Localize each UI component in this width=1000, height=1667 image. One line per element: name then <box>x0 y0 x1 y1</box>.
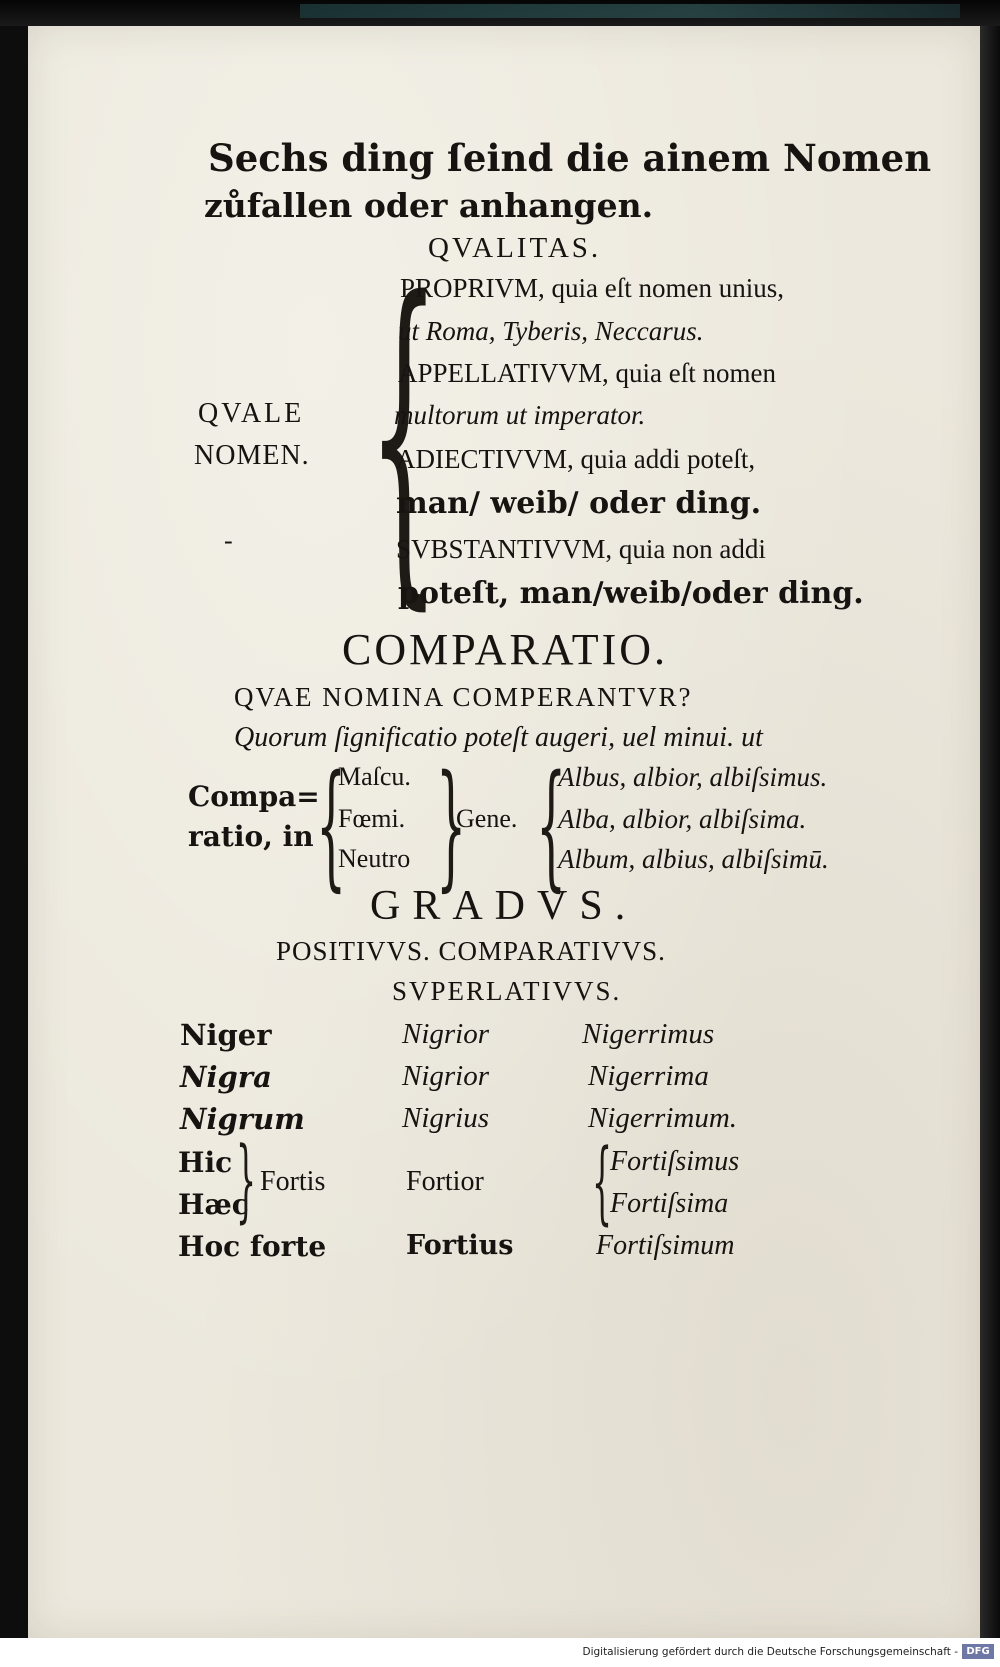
gender-brace-left: { <box>316 747 347 905</box>
appellativum-line: APPELLATIVVM, quia eſt nomen <box>398 358 776 388</box>
footer-credit: Digitalisierung gefördert durch die Deutsche Forschungsgemeinschaft - <box>582 1646 958 1658</box>
digitization-footer <box>0 1638 1000 1667</box>
gradus-fortis: Fortis <box>260 1166 326 1197</box>
gene-label: Gene. <box>456 804 518 833</box>
book-page <box>28 26 980 1638</box>
gradus-row-2-comparative: Nigrior <box>402 1060 490 1092</box>
margin-dash: - <box>224 526 233 555</box>
gradus-row-2-positive: Nigra <box>180 1060 272 1094</box>
gradus-row-3-superlative: Nigerrimum. <box>588 1102 738 1134</box>
gender-brace-right: } <box>436 747 467 905</box>
gradus-subheading-2: SVPERLATIVVS. <box>392 976 622 1006</box>
gradus-row-1-positive: Niger <box>180 1018 272 1052</box>
gradus-hic: Hic <box>178 1146 233 1179</box>
scan-top-band <box>0 0 1000 26</box>
appellativum-example-line: multorum ut imperator. <box>394 400 646 430</box>
adiectivum-example-line: man/ weib/ oder ding. <box>396 486 762 521</box>
gradus-fortius: Fortius <box>406 1230 514 1261</box>
gradus-row-2-superlative: Nigerrima <box>588 1060 709 1092</box>
substantivum-line: SVBSTANTIVVM, quia non addi <box>396 534 766 564</box>
adiectivum-line: ADIECTIVVM, quia addi poteſt, <box>396 444 756 474</box>
page-title-line-2: zůfallen oder anhangen. <box>204 186 654 225</box>
page-title-line-1: Sechs ding ſeind die ainem Nomen <box>208 136 932 180</box>
gradus-row-3-comparative: Nigrius <box>402 1102 490 1134</box>
gender-neuter: Neutro <box>338 844 411 873</box>
gradus-haec: Hæc <box>178 1188 249 1221</box>
examples-brace: { <box>536 747 567 905</box>
gradus-hoc-forte: Hoc forte <box>178 1230 327 1263</box>
binding-strip <box>300 4 960 18</box>
gradus-fortior: Fortior <box>406 1166 484 1197</box>
gradus-row-1-superlative: Nigerrimus <box>582 1018 715 1050</box>
gradus-row-3-positive: Nigrum <box>180 1102 305 1136</box>
comparatio-heading: COMPARATIO. <box>342 625 669 674</box>
nomen-label: NOMEN. <box>194 440 310 471</box>
example-neuter: Album, albius, albiſsimū. <box>558 844 829 874</box>
scan-right-edge <box>980 26 1000 1638</box>
fortissimus-brace: { <box>592 1130 613 1235</box>
gradus-heading: GRADVS. <box>370 883 638 929</box>
dfg-logo: DFG <box>962 1644 994 1659</box>
proprium-line: PROPRIVM, quia eſt nomen unius, <box>400 273 785 303</box>
comparatio-label-1: Compa= <box>188 780 320 813</box>
hic-haec-brace: } <box>236 1128 257 1233</box>
gender-masculine: Maſcu. <box>338 762 411 791</box>
proprium-example-line: ut Roma, Tyberis, Neccarus. <box>398 316 704 346</box>
gradus-row-1-comparative: Nigrior <box>402 1018 490 1050</box>
comparatio-question: QVAE NOMINA COMPERANTVR? <box>234 682 693 712</box>
comparatio-answer: Quorum ſignificatio poteſt augeri, uel minui. ut <box>234 722 763 753</box>
qualitas-heading: QVALITAS. <box>428 232 602 264</box>
comparatio-label-2: ratio, in <box>188 820 314 853</box>
example-masculine: Albus, albior, albiſsimus. <box>558 762 828 792</box>
gradus-subheading-1: POSITIVVS. COMPARATIVVS. <box>276 936 666 966</box>
gradus-fortissimum: Fortiſsimum <box>596 1230 735 1261</box>
gender-feminine: Fœmi. <box>338 804 406 833</box>
example-feminine: Alba, albior, albiſsima. <box>558 804 807 834</box>
quale-label: QVALE <box>198 398 305 429</box>
substantivum-example-line: poteſt, man/weib/oder ding. <box>398 576 864 611</box>
gradus-fortissima: Fortiſsima <box>610 1188 729 1219</box>
gradus-fortissimus: Fortiſsimus <box>610 1146 740 1177</box>
qualitas-brace: { <box>368 229 440 639</box>
